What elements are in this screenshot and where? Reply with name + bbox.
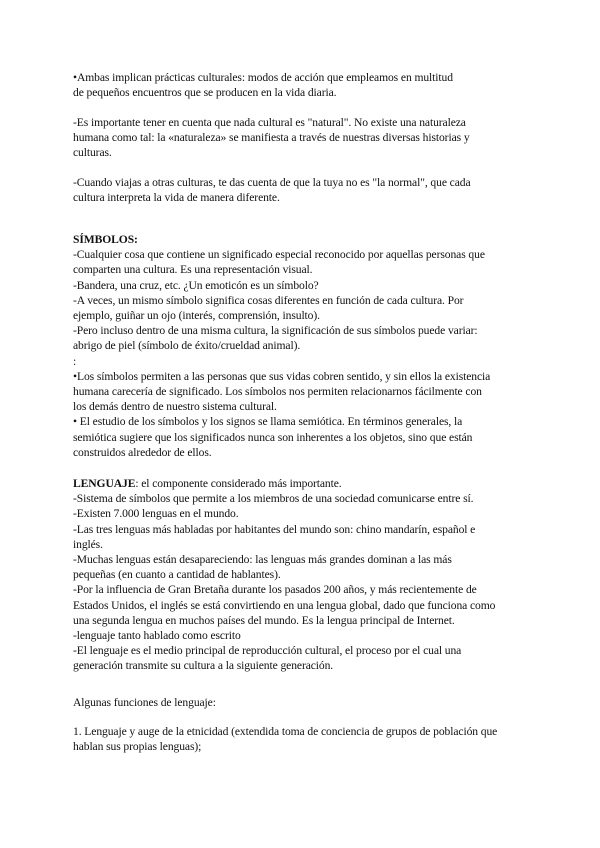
text-line: cultura interpreta la vida de manera diferente.	[73, 191, 280, 205]
text-line: comparten una cultura. Es una representación visual.	[73, 263, 313, 277]
text-line: semiótica sugiere que los significados nunca son inherentes a los objetos, sino que están	[73, 430, 473, 444]
list-item-line: 1. Lenguaje y auge de la etnicidad (extendida toma de conciencia de grupos de población que	[73, 725, 498, 738]
paragraph-practicas	[73, 70, 533, 100]
text-line: los demás dentro de nuestro sistema cultural.	[73, 400, 277, 414]
text-line: -Cuando viajas a otras culturas, te das cuenta de que la tuya no es "la normal", que cada	[73, 176, 471, 189]
text-line: Estados Unidos, el inglés se está convirtiendo en una lengua global, dado que funciona como	[73, 598, 496, 612]
text-line: • El estudio de los símbolos y los signos se llama semiótica. En términos generales, la	[73, 415, 463, 429]
section-lenguaje	[73, 476, 533, 674]
text-line: -Muchas lenguas están desapareciendo: las lenguas más grandes dominan a las más	[73, 553, 452, 567]
text-line: culturas.	[73, 146, 112, 160]
text-line: -Pero incluso dentro de una misma cultura, la significación de sus símbolos puede variar:	[73, 324, 478, 338]
section-heading-lenguaje: LENGUAJE	[73, 477, 136, 490]
text-line: :	[73, 354, 77, 368]
text-line: construidos alrededor de ellos.	[73, 445, 212, 459]
text-line: -lenguaje tanto hablado como escrito	[73, 629, 241, 643]
text-line: -Las tres lenguas más habladas por habitantes del mundo son: chino mandarín, español e	[73, 522, 476, 536]
text-line: •Ambas implican prácticas culturales: modos de acción que empleamos en multitud	[73, 71, 453, 84]
text-line: -A veces, un mismo símbolo significa cosas diferentes en función de cada cultura. Por	[73, 293, 464, 307]
paragraph-natural	[73, 115, 533, 161]
text-line: de pequeños encuentros que se producen en la vida diaria.	[73, 86, 337, 100]
funciones-list	[73, 724, 533, 754]
text-line: una segunda lengua en muchos países del mundo. Es la lengua principal de Internet.	[73, 613, 455, 627]
section-heading-lenguaje-line	[73, 476, 533, 491]
paragraph-viajes	[73, 175, 533, 205]
section-heading-simbolos: SÍMBOLOS:	[73, 233, 138, 246]
text-line: -El lenguaje es el medio principal de reproducción cultural, el proceso por el cual una	[73, 644, 462, 658]
text-line: ejemplo, guiñar un ojo (interés, comprensión, insulto).	[73, 309, 320, 323]
text-line: •Los símbolos permiten a las personas que sus vidas cobren sentido, y sin ellos la existencia	[73, 369, 491, 383]
list-item-line: hablan sus propias lenguas);	[73, 740, 202, 754]
section-heading-funciones: Algunas funciones de lenguaje:	[73, 696, 216, 709]
text-line: abrigo de piel (símbolo de éxito/crueldad animal).	[73, 339, 301, 353]
section-heading-lenguaje-rest: : el componente considerado más importante.	[135, 477, 342, 490]
text-line: -Por la influencia de Gran Bretaña durante los pasados 200 años, y más recientemente de	[73, 583, 477, 597]
text-line: humana como tal: la «naturaleza» se manifiesta a través de nuestras diversas historias y	[73, 131, 470, 145]
text-line: pequeñas (en cuanto a cantidad de hablantes).	[73, 568, 281, 582]
text-line: -Cualquier cosa que contiene un significado especial reconocido por aquellas personas que	[73, 248, 485, 262]
section-simbolos	[73, 232, 533, 460]
text-line: generación transmite su cultura a la siguiente generación.	[73, 659, 334, 673]
text-line: -Es importante tener en cuenta que nada cultural es "natural". No existe una naturaleza	[73, 116, 466, 129]
text-line: inglés.	[73, 537, 103, 551]
text-line: -Existen 7.000 lenguas en el mundo.	[73, 507, 239, 521]
text-line: humana carecería de significado. Los símbolos nos permiten relacionarnos fácilmente con	[73, 385, 482, 399]
section-funciones	[73, 695, 533, 710]
text-line: -Bandera, una cruz, etc. ¿Un emoticón es un símbolo?	[73, 278, 319, 292]
text-line: -Sistema de símbolos que permite a los miembros de una sociedad comunicarse entre sí.	[73, 492, 474, 506]
